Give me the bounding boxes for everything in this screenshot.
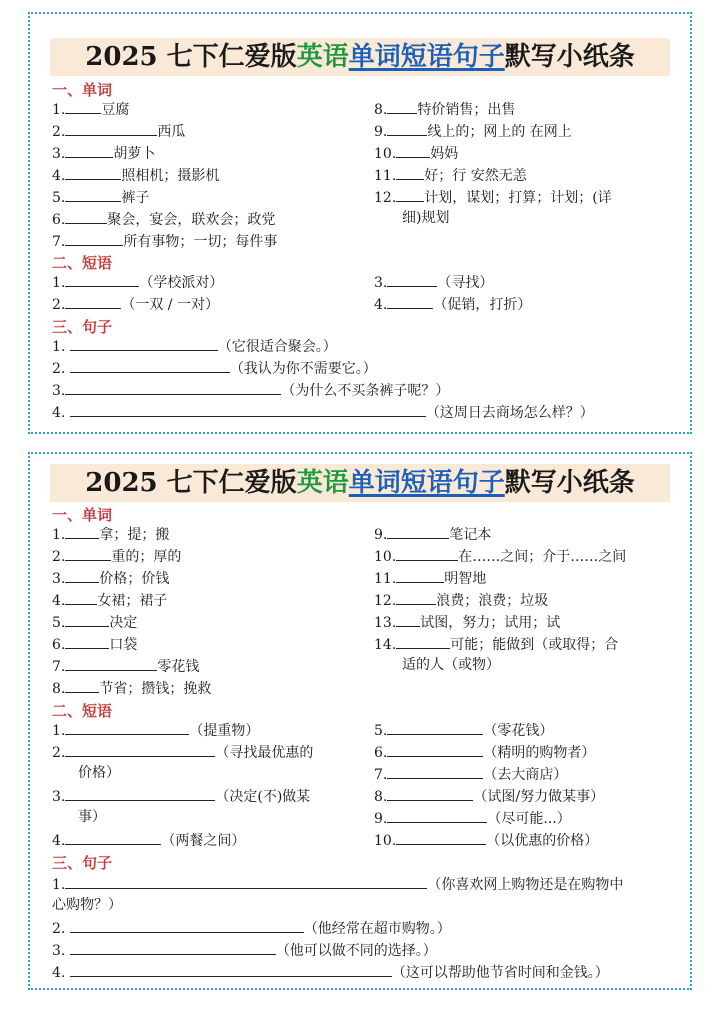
- answer-blank[interactable]: [70, 402, 426, 417]
- answer-blank[interactable]: [387, 524, 449, 539]
- phrase-item: 10. （以优惠的价格）: [374, 830, 598, 850]
- answer-blank[interactable]: [396, 546, 458, 561]
- answer-blank[interactable]: [70, 336, 218, 351]
- answer-blank[interactable]: [65, 590, 97, 605]
- answer-blank[interactable]: [387, 764, 483, 779]
- sentence-item: 3. （他可以做不同的选择。）: [52, 940, 437, 960]
- word-item: 1. 豆腐: [52, 99, 129, 119]
- phrase-item: 6. （精明的购物者）: [374, 742, 595, 762]
- phrase-item: 9. （尽可能...）: [374, 808, 571, 828]
- answer-blank[interactable]: [65, 121, 157, 136]
- answer-blank[interactable]: [387, 294, 433, 309]
- answer-blank[interactable]: [396, 590, 436, 605]
- sentence-item: 3. （为什么不买条裤子呢？）: [52, 380, 449, 400]
- phrase-item: 5. （零花钱）: [374, 720, 553, 740]
- answer-blank[interactable]: [396, 187, 424, 202]
- answer-blank[interactable]: [65, 165, 121, 180]
- note-card-1: [28, 12, 692, 434]
- section-heading-words: 一、单词: [52, 506, 113, 524]
- answer-blank[interactable]: [65, 678, 99, 693]
- answer-blank[interactable]: [65, 231, 123, 246]
- phrase-item-continuation: 事）: [78, 809, 106, 825]
- word-item: 13. 试图，努力；试用；试: [374, 612, 560, 632]
- word-item: 8. 节省；攒钱；挽救: [52, 678, 211, 698]
- word-item: 4. 女裙；裙子: [52, 590, 167, 610]
- phrase-item: 3. （寻找）: [374, 272, 493, 292]
- sentence-item: 1. （它很适合聚会。）: [52, 336, 337, 356]
- word-item: 6. 口袋: [52, 634, 137, 654]
- word-item: 10. 妈妈: [374, 143, 458, 163]
- word-item: 11. 好；行 安然无恙: [374, 165, 527, 185]
- answer-blank[interactable]: [396, 165, 424, 180]
- phrase-item: 1. （学校派对）: [52, 272, 223, 292]
- answer-blank[interactable]: [70, 918, 304, 933]
- word-item: 12. 浪费；浪费；垃圾: [374, 590, 548, 610]
- word-item: 7. 零花钱: [52, 656, 199, 676]
- answer-blank[interactable]: [65, 568, 99, 583]
- answer-blank[interactable]: [396, 568, 444, 583]
- answer-blank[interactable]: [65, 546, 111, 561]
- sentence-item-continuation: 心购物？）: [52, 897, 122, 913]
- answer-blank[interactable]: [65, 524, 99, 539]
- sentence-item: 2. （他经常在超市购物。）: [52, 918, 451, 938]
- answer-blank[interactable]: [65, 99, 101, 114]
- title-suffix: 默写小纸条: [504, 468, 635, 498]
- sentence-item: 2. （我认为你不需要它。）: [52, 358, 377, 378]
- answer-blank[interactable]: [65, 786, 215, 801]
- title-prefix: 2025 七下仁爱版: [85, 468, 297, 498]
- word-item: 1. 拿；提；搬: [52, 524, 169, 544]
- title-prefix: 2025 七下仁爱版: [85, 42, 297, 72]
- note-card-2: [28, 452, 692, 990]
- answer-blank[interactable]: [65, 294, 121, 309]
- card-title: [50, 464, 670, 502]
- answer-blank[interactable]: [65, 272, 139, 287]
- phrase-item: 8. （试图/努力做某事）: [374, 786, 604, 806]
- section-heading-phrases: 二、短语: [52, 702, 113, 720]
- word-item: 10. 在……之间；介于……之间: [374, 546, 626, 566]
- word-item: 8. 特价销售；出售: [374, 99, 515, 119]
- word-item: 6. 聚会，宴会，联欢会；政党: [52, 209, 275, 229]
- answer-blank[interactable]: [65, 209, 107, 224]
- answer-blank[interactable]: [387, 742, 483, 757]
- word-item: 14. 可能；能做到（或取得；合: [374, 634, 618, 654]
- word-item: 4. 照相机；摄影机: [52, 165, 219, 185]
- word-item: 2. 西瓜: [52, 121, 185, 141]
- answer-blank[interactable]: [396, 612, 420, 627]
- phrase-item: 2. （寻找最优惠的: [52, 742, 313, 762]
- sentence-item: 4. （这周日去商场怎么样？）: [52, 402, 594, 422]
- answer-blank[interactable]: [396, 634, 450, 649]
- phrase-item: 2. （一双 / 一对）: [52, 294, 219, 314]
- answer-blank[interactable]: [387, 121, 427, 136]
- title-suffix: 默写小纸条: [504, 42, 635, 72]
- word-item: 3. 胡萝卜: [52, 143, 155, 163]
- word-item: 11. 明智地: [374, 568, 486, 588]
- phrase-item-continuation: 价格）: [78, 765, 120, 781]
- phrase-item: 4. （两餐之间）: [52, 830, 245, 850]
- word-item: 5. 决定: [52, 612, 137, 632]
- answer-blank[interactable]: [387, 272, 437, 287]
- section-heading-sentences: 三、句子: [52, 318, 113, 336]
- answer-blank[interactable]: [65, 612, 109, 627]
- section-heading-phrases: 二、短语: [52, 254, 113, 272]
- answer-blank[interactable]: [387, 808, 487, 823]
- sentence-item: 1. （你喜欢网上购物还是在购物中: [52, 874, 623, 894]
- card-title: [50, 38, 670, 76]
- phrase-item: 3. （决定(不)做某: [52, 786, 310, 806]
- answer-blank[interactable]: [70, 358, 230, 373]
- word-item-continuation: 细)规划: [402, 210, 450, 226]
- answer-blank[interactable]: [65, 143, 113, 158]
- word-item: 5. 裤子: [52, 187, 149, 207]
- phrase-item: 7. （去大商店）: [374, 764, 567, 784]
- answer-blank[interactable]: [65, 656, 157, 671]
- word-item: 3. 价格；价钱: [52, 568, 169, 588]
- word-item: 9. 笔记本: [374, 524, 491, 544]
- title-topic: 单词短语句子: [348, 42, 505, 72]
- title-subject: 英语: [296, 468, 349, 498]
- title-topic: 单词短语句子: [348, 468, 505, 498]
- answer-blank[interactable]: [387, 99, 417, 114]
- answer-blank[interactable]: [387, 786, 473, 801]
- word-item-continuation: 适的人（或物）: [402, 657, 500, 673]
- word-item: 2. 重的；厚的: [52, 546, 181, 566]
- word-item: 12. 计划，谋划；打算；计划；(详: [374, 187, 612, 207]
- answer-blank[interactable]: [387, 720, 483, 735]
- section-heading-sentences: 三、句子: [52, 854, 113, 872]
- answer-blank[interactable]: [65, 830, 161, 845]
- word-item: 7. 所有事物；一切；每件事: [52, 231, 277, 251]
- answer-blank[interactable]: [396, 830, 486, 845]
- answer-blank[interactable]: [65, 187, 121, 202]
- phrase-item: 4. （促销，打折）: [374, 294, 531, 314]
- answer-blank[interactable]: [65, 874, 427, 889]
- answer-blank[interactable]: [396, 143, 430, 158]
- sentence-item: 4. （这可以帮助他节省时间和金钱。）: [52, 962, 609, 982]
- answer-blank[interactable]: [65, 742, 215, 757]
- title-subject: 英语: [296, 42, 349, 72]
- answer-blank[interactable]: [70, 962, 392, 977]
- answer-blank[interactable]: [65, 380, 281, 395]
- answer-blank[interactable]: [65, 634, 109, 649]
- word-item: 9. 线上的；网上的 在网上: [374, 121, 572, 141]
- phrase-item: 1. （提重物）: [52, 720, 259, 740]
- answer-blank[interactable]: [65, 720, 189, 735]
- section-heading-words: 一、单词: [52, 81, 113, 99]
- answer-blank[interactable]: [70, 940, 276, 955]
